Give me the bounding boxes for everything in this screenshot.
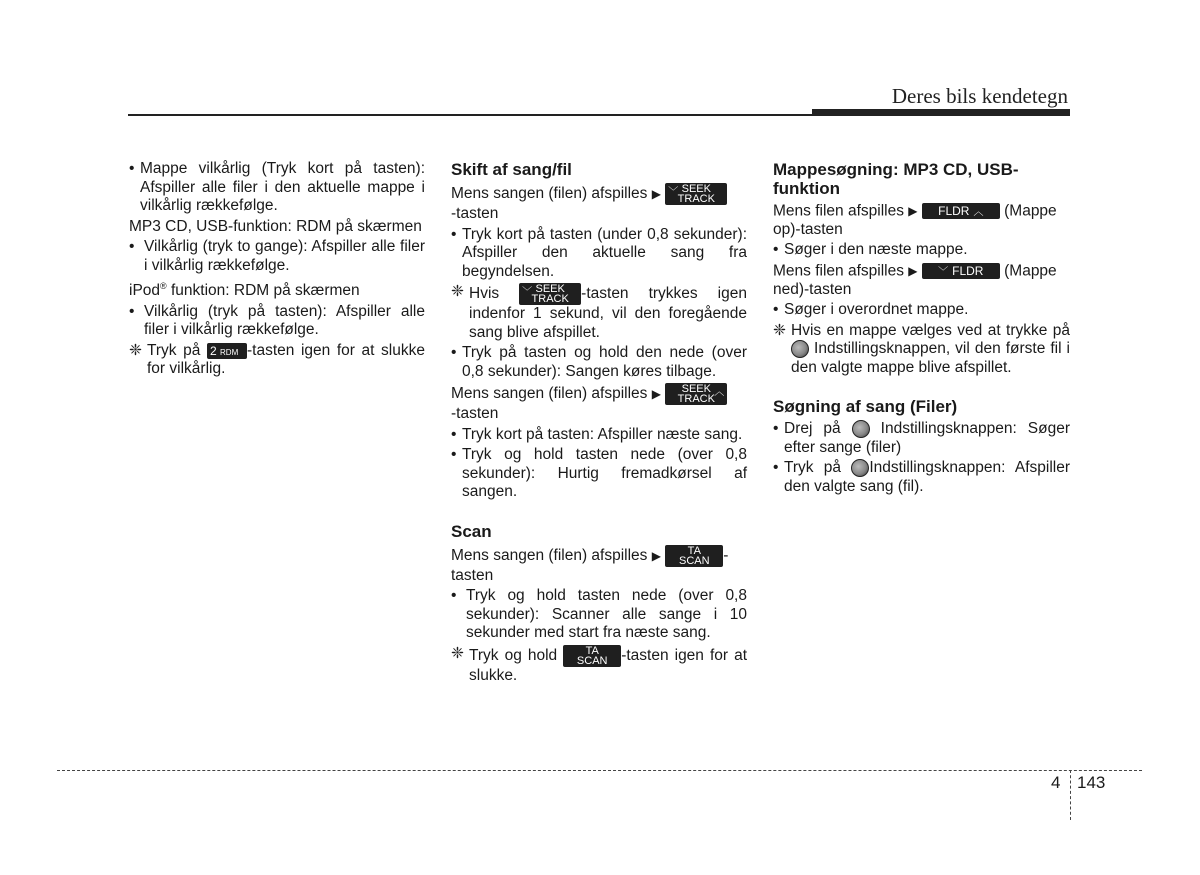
bullet-press-knob: • Tryk på Indstillingsknappen: Afspiller den valgte sang (fil). [773,459,1070,496]
heading-folder-search: Mappesøgning: MP3 CD, USB-funktion [773,160,1019,198]
bullet-short-press-restart: • Tryk kort på tasten (under 0,8 sekunder): Afspiller den aktuelle sang fra begyndelsen. [451,226,747,282]
bullet-folder-random: • Mappe vilkårlig (Tryk kort på tasten): Afspiller alle filer i den aktuelle mappe i vilkårlig rækkefølge. [129,160,425,216]
bullet-hold-rewind: • Tryk på tasten og hold den nede (over 0,8 sekunder): Sangen køres tilbage. [451,344,747,381]
page-header-title: Deres bils kendetegn [891,84,1068,108]
play-triangle-icon: ▶ [651,548,661,563]
bullet-random-twice: • Vilkårlig (tryk to gange): Afspiller alle filer i vilkårlig rækkefølge. [129,238,425,275]
note-mark-icon: ❈ [451,644,464,662]
page-number: 143 [1077,773,1106,792]
bullet-random-press: • Vilkårlig (tryk på tasten): Afspiller alle filer i vilkårlig rækkefølge. [129,303,425,340]
ta-scan-key-icon: TA SCAN [665,545,723,567]
scan-intro: Mens sangen (filen) afspilles ▶ TA SCAN -tasten [451,544,729,584]
bullet-hold-fast-forward: • Tryk og hold tasten nede (over 0,8 sekunder): Hurtig fremadkørsel af sangen. [451,446,747,502]
footer-page-divider [1070,770,1071,820]
skip-back-intro: Mens sangen (filen) afspilles ▶ ﹀ SEEK TRACK -tasten [451,183,747,224]
column-1 [129,160,425,381]
tune-knob-icon [852,420,870,438]
seek-track-down-key-icon: ﹀ SEEK TRACK [519,283,581,305]
seek-track-up-key-icon: ︿ SEEK TRACK [665,383,727,405]
bullet-next-folder: • Søger i den næste mappe. [773,241,1070,260]
registered-mark: ® [160,281,167,291]
ipod-rdm-text: iPod® funktion: RDM på skærmen [129,281,360,300]
fldr-down-key-icon: ﹀ FLDR [922,263,1000,279]
note-mark-icon: ❈ [773,321,786,339]
fldr-up-key-icon: FLDR ︿ [922,203,1000,219]
chevron-up-icon: ︿ [714,387,725,398]
play-triangle-icon: ▶ [651,386,661,401]
bullet-parent-folder: • Søger i overordnet mappe. [773,301,1070,320]
ta-scan-key-icon: TA SCAN [563,645,621,667]
folder-down-intro: Mens filen afspilles ▶ ﹀ FLDR (Mappe ned)-tasten [773,262,1057,298]
note-scan-off: ❈ Tryk og hold TA SCAN -tasten igen for at slukke. [451,644,747,684]
chapter-number: 4 [1051,773,1061,792]
header-rule-accent [812,109,1070,116]
mp3-usb-rdm-text: MP3 CD, USB-funktion: RDM på skærmen [129,217,422,235]
tune-knob-icon [791,340,809,358]
note-rdm-off: ❈ Tryk på 2 RDM -tasten igen for at slukke for vilkårlig. [129,341,425,378]
play-triangle-icon: ▶ [651,186,661,201]
folder-up-intro: Mens filen afspilles ▶ FLDR ︿ (Mappe op)-tasten [773,202,1057,238]
column-3 [773,160,1070,498]
tune-knob-icon [851,459,869,477]
heading-skip-song: Skift af sang/fil [451,160,572,179]
skip-forward-intro: Mens sangen (filen) afspilles ▶ ︿ SEEK TRACK -tasten [451,383,747,424]
note-mark-icon: ❈ [129,341,142,359]
heading-song-search: Søgning af sang (Filer) [773,397,958,417]
chevron-down-icon: ﹀ [668,187,679,198]
play-triangle-icon: ▶ [908,204,918,218]
chevron-up-icon: ︿ [973,207,984,219]
heading-scan: Scan [451,521,492,541]
note-folder-select: ❈ Hvis en mappe vælges ved at trykke på Indstillingsknappen, vil den første fil i den valgte mappe blive afspillet. [773,321,1070,376]
footer-divider [57,770,1142,771]
play-triangle-icon: ▶ [908,263,918,278]
bullet-hold-scan: • Tryk og hold tasten nede (over 0,8 sekunder): Scanner alle sange i 10 sekunder med start fra næste sang. [451,587,747,643]
note-previous-song: ❈ Hvis ﹀ SEEK TRACK -tasten trykkes igen indenfor 1 sekund, vil den foregående sang blive afspillet. [451,283,747,341]
bullet-short-press-next: • Tryk kort på tasten: Afspiller næste sang. [451,426,747,445]
column-2 [451,160,747,687]
seek-track-down-key-icon: ﹀ SEEK TRACK [665,183,727,205]
note-mark-icon: ❈ [451,283,464,300]
rdm-key-icon: 2 RDM [207,343,247,359]
chevron-down-icon: ﹀ [522,287,533,298]
chevron-down-icon: ﹀ [938,267,949,279]
bullet-turn-knob: • Drej på Indstillingsknappen: Søger efter sange (filer) [773,420,1070,457]
